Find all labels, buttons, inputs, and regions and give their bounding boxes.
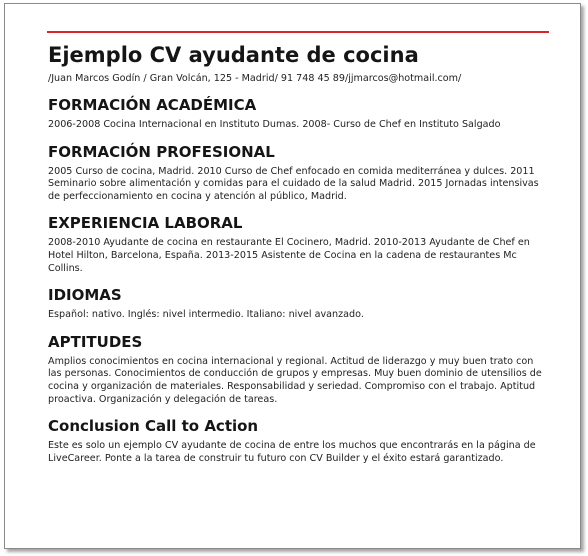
section-body-formacion-profesional: 2005 Curso de cocina, Madrid. 2010 Curso de Chef enfocado en comida mediterránea y dulces. 2011 Seminario sobre alimentación y comidas para el cuidado de la salud Madrid. 2015 Jornadas intensivas de perfeccionamiento en cocina y atención al público, Madrid. xyxy=(48,165,539,202)
section-body-conclusion: Este es solo un ejemplo CV ayudante de cocina de entre los muchos que encontrarás en la página de LiveCareer. Ponte a la tarea de construir tu futuro con CV Builder y el éxito estará garantizado. xyxy=(48,440,536,464)
document-page xyxy=(4,3,581,549)
section-body-idiomas: Español: nativo. Inglés: nivel intermedio. Italiano: nivel avanzado. xyxy=(48,309,364,321)
cv-content xyxy=(48,41,548,465)
section-heading-formacion-academica: FORMACIÓN ACADÉMICA xyxy=(48,96,257,114)
page-title: Ejemplo CV ayudante de cocina xyxy=(48,43,419,67)
section-heading-formacion-profesional: FORMACIÓN PROFESIONAL xyxy=(48,142,275,161)
section-heading-experiencia-laboral: EXPERIENCIA LABORAL xyxy=(48,214,243,233)
title-rule xyxy=(47,31,549,33)
section-heading-idiomas: IDIOMAS xyxy=(48,286,122,305)
section-body-experiencia-laboral: 2008-2010 Ayudante de cocina en restaurante El Cocinero, Madrid. 2010-2013 Ayudante de Chef en Hotel Hilton, Barcelona, España. 2013-2015 Asistente de Cocina en la cadena de restaurantes Mc Collins. xyxy=(48,237,530,274)
contact-line: /Juan Marcos Godín / Gran Volcán, 125 - Madrid/ 91 748 45 89/jjmarcos@hotmail.com/ xyxy=(48,73,462,84)
section-heading-aptitudes: APTITUDES xyxy=(48,332,143,351)
section-body-aptitudes: Amplios conocimientos en cocina internacional y regional. Actitud de liderazgo y muy buen trato con las personas. Conocimientos de conducción de grupos y empresas. Muy buen dominio de utensilios de cocina y organización de materiales. Responsabilidad y seriedad. Compromiso con el trabajo. Aptitud proactiva. Organización y delegación de tareas. xyxy=(48,355,542,405)
section-heading-conclusion: Conclusion Call to Action xyxy=(48,417,259,436)
section-body-formacion-academica: 2006-2008 Cocina Internacional en Instituto Dumas. 2008- Curso de Chef en Instituto Salgado xyxy=(48,119,501,130)
